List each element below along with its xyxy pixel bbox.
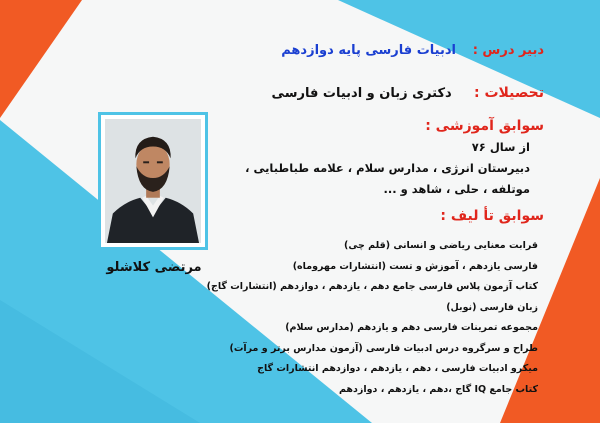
list-item: کتاب آزمون پلاس فارسی جامع دهم ، یازدهم ، دوازدهم (انتشارات گاج) bbox=[206, 281, 538, 292]
teaching-line-3: موتلفه ، حلی ، شاهد و ... bbox=[383, 182, 530, 196]
teaching-line-1: از سال ۷۶ bbox=[471, 140, 530, 154]
list-item: مجموعه تمرینات فارسی دهم و یازدهم (مدارس سلام) bbox=[285, 322, 538, 333]
teacher-label: دبیر درس : bbox=[472, 43, 544, 58]
teacher-value: ادبیات فارسی پایه دوازدهم bbox=[281, 43, 456, 58]
list-item: زبان فارسی (نوبل) bbox=[446, 301, 538, 313]
list-item: کتاب جامع IQ گاج ،دهم ، یازدهم ، دوازدهم bbox=[338, 383, 538, 395]
authorship-list bbox=[207, 236, 538, 400]
education-value: دکتری زبان و ادبیات فارسی bbox=[271, 86, 452, 101]
teacher-row bbox=[281, 39, 544, 58]
list-item: قرابت معنایی ریاضی و انسانی (قلم چی) bbox=[344, 240, 538, 251]
education-row bbox=[272, 82, 544, 101]
authorship-title: سوابق تأ لیف : bbox=[440, 208, 544, 224]
profile-name: مرتضی کلاشلو bbox=[106, 260, 202, 275]
list-item: فارسی یازدهم ، آموزش و تست (انتشارات مهروماه) bbox=[292, 260, 538, 272]
profile-photo-frame bbox=[98, 112, 208, 250]
teaching-title: سوابق آموزشی : bbox=[425, 118, 544, 134]
list-item: میکرو ادبیات فارسی ، دهم ، یازدهم ، دوازدهم انتشارات گاج bbox=[257, 363, 538, 374]
list-item: طراح و سرگروه درس ادبیات فارسی (آزمون مدارس برتر و مرآت) bbox=[229, 342, 538, 354]
education-label: تحصیلات : bbox=[473, 85, 544, 101]
orange-triangle-top-left bbox=[0, 0, 82, 118]
profile-photo bbox=[105, 119, 201, 243]
person-portrait-icon bbox=[105, 119, 201, 243]
teaching-line-2: دبیرستان انرژی ، مدارس سلام ، علامه طباطبایی ، bbox=[245, 161, 530, 175]
